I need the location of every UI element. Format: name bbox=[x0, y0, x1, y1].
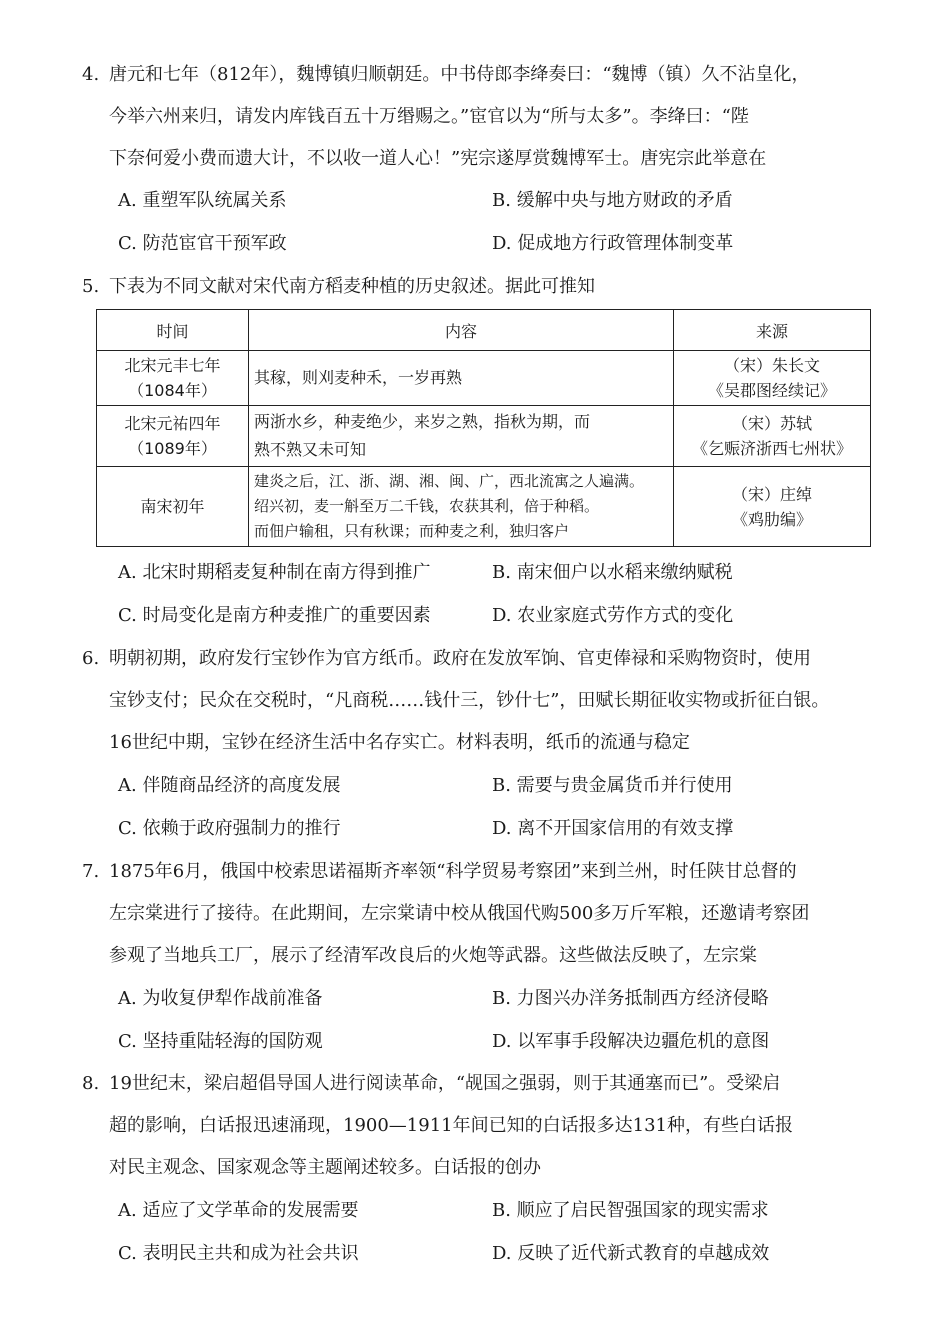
time-cell: 南宋初年 bbox=[97, 467, 249, 547]
source-cell: （宋）庄绰 《鸡肋编》 bbox=[674, 467, 871, 547]
question-text: 参观了当地兵工厂，展示了经清军改良后的火炮等武器。这些做法反映了，左宗棠 bbox=[109, 945, 757, 966]
source-cell: （宋）朱长文 《吴郡图经续记》 bbox=[674, 351, 871, 406]
option-a[interactable]: A. 重塑军队统属关系 bbox=[118, 190, 287, 211]
option-b[interactable]: B. 缓解中央与地方财政的矛盾 bbox=[492, 190, 733, 211]
option-c[interactable]: C. 时局变化是南方种麦推广的重要因素 bbox=[118, 605, 431, 626]
option-b[interactable]: B. 力图兴办洋务抵制西方经济侵略 bbox=[492, 988, 769, 1009]
question-text: 左宗棠进行了接待。在此期间，左宗棠请中校从俄国代购500多万斤军粮，还邀请考察团 bbox=[109, 903, 810, 924]
option-a[interactable]: A. 北宋时期稻麦复种制在南方得到推广 bbox=[118, 562, 431, 583]
source-cell: （宋）苏轼 《乞赈济浙西七州状》 bbox=[674, 406, 871, 467]
option-a[interactable]: A. 适应了文学革命的发展需要 bbox=[118, 1200, 359, 1221]
content-cell: 建炎之后，江、浙、湖、湘、闽、广，西北流寓之人遍满。 绍兴初，麦一斛至万二千钱，农获其利，倍于种稻。 而佃户输租，只有秋课；而种麦之利，独归客户 bbox=[249, 467, 674, 547]
question-number: 6. bbox=[82, 648, 100, 669]
option-b[interactable]: B. 南宋佃户以水稻来缴纳赋税 bbox=[492, 562, 733, 583]
question-number: 8. bbox=[82, 1073, 100, 1094]
question-text: 今举六州来归，请发内库钱百五十万缗赐之。”宦官以为“所与太多”。李绛曰：“陛 bbox=[109, 106, 749, 127]
table-row bbox=[97, 351, 871, 406]
table-header-row bbox=[97, 310, 871, 351]
option-d[interactable]: D. 离不开国家信用的有效支撑 bbox=[492, 818, 734, 839]
option-b[interactable]: B. 需要与贵金属货币并行使用 bbox=[492, 775, 733, 796]
table-header: 内容 bbox=[249, 310, 674, 351]
table-row bbox=[97, 406, 871, 467]
content-cell: 其稼，则刈麦种禾，一岁再熟 bbox=[249, 351, 674, 406]
option-c[interactable]: C. 依赖于政府强制力的推行 bbox=[118, 818, 341, 839]
table-row bbox=[97, 467, 871, 547]
question-text: 明朝初期，政府发行宝钞作为官方纸币。政府在发放军饷、官吏俸禄和采购物资时，使用 bbox=[109, 648, 811, 669]
option-b[interactable]: B. 顺应了启民智强国家的现实需求 bbox=[492, 1200, 769, 1221]
question-text: 唐元和七年（812年），魏博镇归顺朝廷。中书侍郎李绛奏曰：“魏博（镇）久不沾皇化， bbox=[109, 64, 810, 85]
question-number: 5. bbox=[82, 276, 100, 297]
option-a[interactable]: A. 伴随商品经济的高度发展 bbox=[118, 775, 341, 796]
option-d[interactable]: D. 以军事手段解决边疆危机的意图 bbox=[492, 1031, 770, 1052]
question-text: 下奈何爱小费而遗大计，不以收一道人心！”宪宗遂厚赏魏博军士。唐宪宗此举意在 bbox=[109, 148, 767, 169]
content-cell: 两浙水乡，种麦绝少，来岁之熟，指秋为期，而 熟不熟又未可知 bbox=[249, 406, 674, 467]
option-c[interactable]: C. 防范宦官干预军政 bbox=[118, 233, 287, 254]
option-c[interactable]: C. 坚持重陆轻海的国防观 bbox=[118, 1031, 323, 1052]
question-text: 1875年6月，俄国中校索思诺福斯齐率领“科学贸易考察团”来到兰州，时任陕甘总督的 bbox=[109, 861, 797, 882]
question-number: 7. bbox=[82, 861, 100, 882]
source-table bbox=[96, 309, 871, 547]
option-d[interactable]: D. 促成地方行政管理体制变革 bbox=[492, 233, 734, 254]
option-d[interactable]: D. 农业家庭式劳作方式的变化 bbox=[492, 605, 734, 626]
question-text: 对民主观念、国家观念等主题阐述较多。白话报的创办 bbox=[109, 1157, 541, 1178]
question-text: 16世纪中期，宝钞在经济生活中名存实亡。材料表明，纸币的流通与稳定 bbox=[109, 732, 690, 753]
time-cell: 北宋元丰七年 （1084年） bbox=[97, 351, 249, 406]
option-a[interactable]: A. 为收复伊犁作战前准备 bbox=[118, 988, 323, 1009]
question-text: 超的影响，白话报迅速涌现，1900—1911年间已知的白话报多达131种，有些白话报 bbox=[109, 1115, 793, 1136]
question-text: 19世纪末，梁启超倡导国人进行阅读革命，“觇国之强弱，则于其通塞而已”。受梁启 bbox=[109, 1073, 781, 1094]
option-d[interactable]: D. 反映了近代新式教育的卓越成效 bbox=[492, 1243, 770, 1264]
question-number: 4. bbox=[82, 64, 100, 85]
option-c[interactable]: C. 表明民主共和成为社会共识 bbox=[118, 1243, 359, 1264]
time-cell: 北宋元祐四年 （1089年） bbox=[97, 406, 249, 467]
question-text: 宝钞支付；民众在交税时，“凡商税……钱什三，钞什七”，田赋长期征收实物或折征白银。 bbox=[109, 690, 830, 711]
question-text: 下表为不同文献对宋代南方稻麦种植的历史叙述。据此可推知 bbox=[109, 276, 595, 297]
table-header: 来源 bbox=[674, 310, 871, 351]
table-header: 时间 bbox=[97, 310, 249, 351]
